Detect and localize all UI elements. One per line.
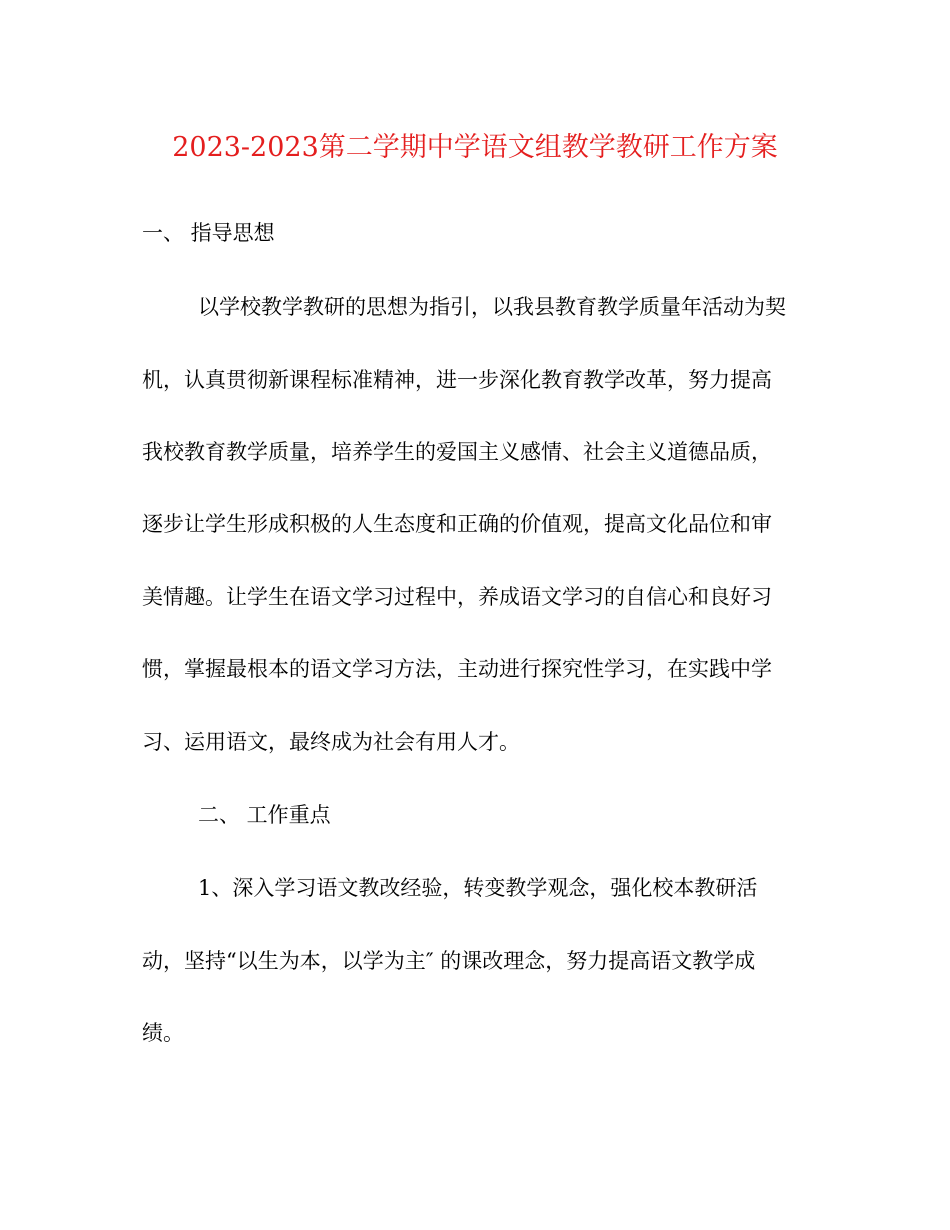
paragraph-line: 习、运用语文，最终成为社会有用人才。 xyxy=(142,730,520,754)
list-item-line: 动，坚持“以生为本，以学为主″ 的课改理念，努力提高语文教学成 xyxy=(142,949,756,973)
paragraph-line: 惯，掌握最根本的语文学习方法，主动进行探究性学习，在实践中学 xyxy=(142,657,772,681)
list-item-line: 绩。 xyxy=(142,1021,184,1045)
paragraph-line: 机，认真贯彻新课程标准精神，进一步深化教育教学改革，努力提高 xyxy=(142,368,772,392)
paragraph-line: 美情趣。让学生在语文学习过程中，养成语文学习的自信心和良好习 xyxy=(142,585,772,609)
document-title: 2023-2023第二学期中学语文组教学教研工作方案 xyxy=(172,132,778,163)
paragraph-line: 逐步让学生形成积极的人生态度和正确的价值观，提高文化品位和审 xyxy=(142,512,772,536)
section-heading-guiding-thought: 一、 指导思想 xyxy=(142,221,275,245)
paragraph-line: 我校教育教学质量，培养学生的爱国主义感情、社会主义道德品质， xyxy=(142,440,772,464)
section-heading-work-focus: 二、 工作重点 xyxy=(198,803,331,827)
paragraph-line: 以学校教学教研的思想为指引，以我县教育教学质量年活动为契 xyxy=(198,295,786,319)
list-item-line: 1、深入学习语文教改经验，转变教学观念，强化校本教研活 xyxy=(198,876,758,900)
